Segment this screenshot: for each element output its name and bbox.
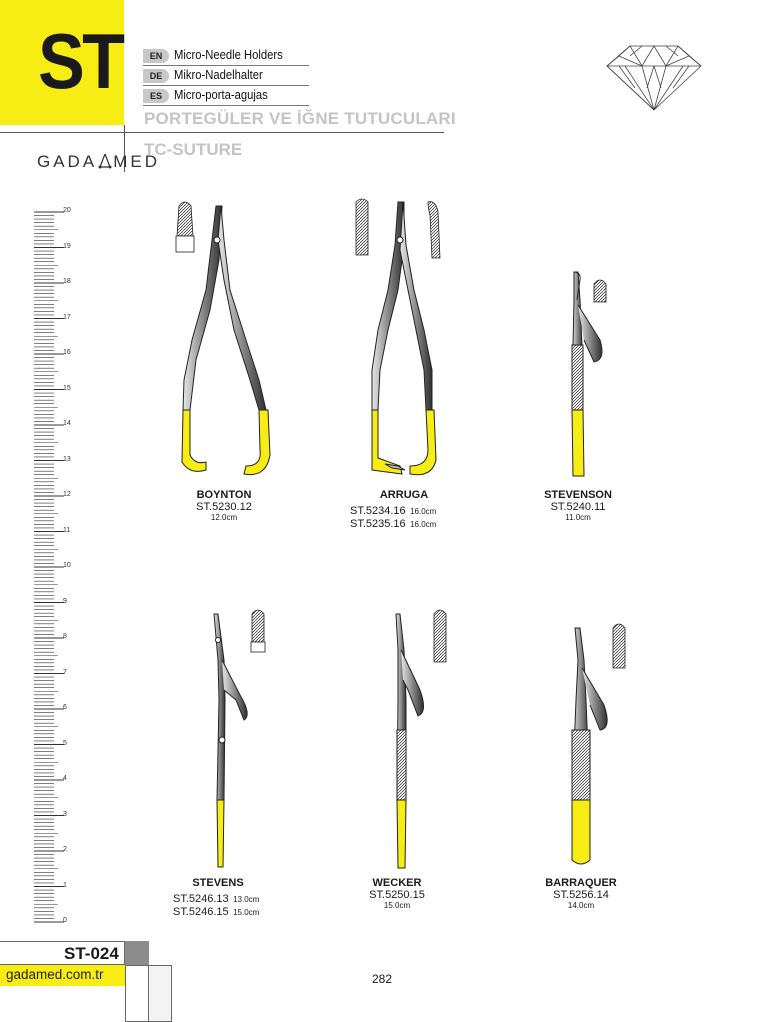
header-divider bbox=[0, 132, 444, 133]
product-size: 13.0cm bbox=[233, 895, 260, 904]
brand-logo bbox=[37, 152, 160, 172]
product-code: ST.5234.16 bbox=[350, 505, 406, 517]
stevenson-instrument bbox=[572, 272, 602, 476]
product-length: 14.0cm bbox=[567, 901, 595, 910]
ruler-label: 1 bbox=[63, 881, 67, 889]
boynton-tip-icon bbox=[176, 202, 194, 252]
product-code: ST.5250.15 bbox=[369, 889, 425, 901]
language-title: Micro-Needle Holders bbox=[174, 48, 283, 62]
ruler-label: 15 bbox=[63, 384, 71, 392]
ruler-label: 20 bbox=[63, 207, 71, 214]
language-row-en bbox=[143, 47, 309, 66]
product-code: ST.5230.12 bbox=[196, 501, 252, 513]
ruler-label: 17 bbox=[63, 313, 71, 321]
product-code: ST.5246.15 bbox=[173, 906, 229, 918]
language-tag: EN bbox=[143, 49, 169, 63]
ruler-label: 6 bbox=[63, 704, 67, 711]
product-code: ST.5246.13 bbox=[173, 893, 229, 905]
product-barraquer bbox=[511, 877, 651, 910]
product-name: STEVENS bbox=[192, 877, 244, 889]
arruga-tip-icon bbox=[356, 199, 440, 258]
ruler-label: 11 bbox=[63, 526, 71, 534]
product-code-line bbox=[173, 902, 283, 918]
ruler-label: 12 bbox=[63, 491, 71, 498]
barraquer-tip-icon bbox=[613, 624, 625, 668]
ruler-label: 5 bbox=[63, 739, 67, 747]
footer-box bbox=[148, 965, 172, 1022]
ruler-label: 7 bbox=[63, 668, 67, 676]
ruler-label: 16 bbox=[63, 349, 71, 356]
product-code-line bbox=[350, 514, 460, 530]
section-code: ST bbox=[38, 17, 123, 105]
ruler-label: 13 bbox=[63, 455, 71, 463]
product-code-line bbox=[173, 889, 283, 905]
stevens-tip-icon bbox=[251, 610, 265, 652]
page-number: 282 bbox=[372, 972, 393, 986]
product-code-line bbox=[350, 501, 460, 517]
ruler-label: 4 bbox=[63, 775, 67, 782]
product-stevens bbox=[173, 877, 283, 918]
page-subtitle: TC-SUTURE bbox=[144, 140, 243, 159]
product-boynton bbox=[154, 489, 294, 522]
product-arruga bbox=[350, 489, 460, 530]
language-row-de bbox=[143, 67, 309, 86]
brand-text-left: GADA bbox=[37, 152, 98, 171]
ruler-label: 18 bbox=[63, 278, 71, 285]
product-name: ARRUGA bbox=[379, 489, 429, 501]
ruler-label: 10 bbox=[63, 562, 71, 569]
product-code: ST.5240.11 bbox=[550, 501, 606, 513]
barraquer-instrument bbox=[572, 628, 607, 864]
wecker-tip-icon bbox=[434, 610, 446, 662]
page-title: PORTEGÜLER VE İĞNE TUTUCULARI bbox=[144, 109, 456, 128]
arruga-instrument bbox=[372, 202, 436, 475]
product-name: BARRAQUER bbox=[545, 877, 617, 889]
stevens-instrument bbox=[214, 614, 247, 867]
language-row-es bbox=[143, 87, 309, 106]
boynton-instrument bbox=[182, 206, 270, 475]
product-name: BOYNTON bbox=[196, 489, 252, 501]
product-size: 16.0cm bbox=[410, 507, 437, 516]
ruler-label: 2 bbox=[63, 846, 67, 853]
product-size: 15.0cm bbox=[233, 908, 260, 917]
language-tag: ES bbox=[143, 89, 169, 103]
footer-grey-square bbox=[125, 941, 149, 965]
language-tag: DE bbox=[143, 69, 169, 83]
product-size: 16.0cm bbox=[410, 520, 437, 529]
language-title: Mikro-Nadelhalter bbox=[174, 68, 263, 82]
product-code: ST.5235.16 bbox=[350, 518, 406, 530]
product-length: 12.0cm bbox=[210, 513, 238, 522]
product-wecker bbox=[327, 877, 467, 910]
page-code: ST-024 bbox=[64, 944, 119, 963]
ruler-label: 0 bbox=[63, 917, 67, 924]
ruler-label: 19 bbox=[63, 242, 71, 250]
brand-text-right: MED bbox=[113, 152, 160, 171]
website-link[interactable]: gadamed.com.tr bbox=[6, 967, 104, 982]
wecker-instrument bbox=[396, 614, 424, 868]
product-length: 11.0cm bbox=[565, 513, 591, 522]
language-title: Micro-porta-agujas bbox=[174, 88, 268, 102]
product-code: ST.5256.14 bbox=[553, 889, 609, 901]
diamond-icon bbox=[605, 44, 703, 112]
footer-box bbox=[125, 965, 149, 1022]
ruler-label: 8 bbox=[63, 633, 67, 640]
ruler-label: 14 bbox=[63, 420, 71, 427]
product-name: STEVENSON bbox=[544, 489, 612, 501]
scissors-icon bbox=[97, 153, 113, 169]
ruler-label: 9 bbox=[63, 597, 67, 605]
stevenson-tip-icon bbox=[594, 280, 606, 302]
product-name: WECKER bbox=[372, 877, 422, 889]
product-stevenson bbox=[508, 489, 648, 522]
product-length: 15.0cm bbox=[383, 901, 411, 910]
ruler-label: 3 bbox=[63, 810, 67, 818]
